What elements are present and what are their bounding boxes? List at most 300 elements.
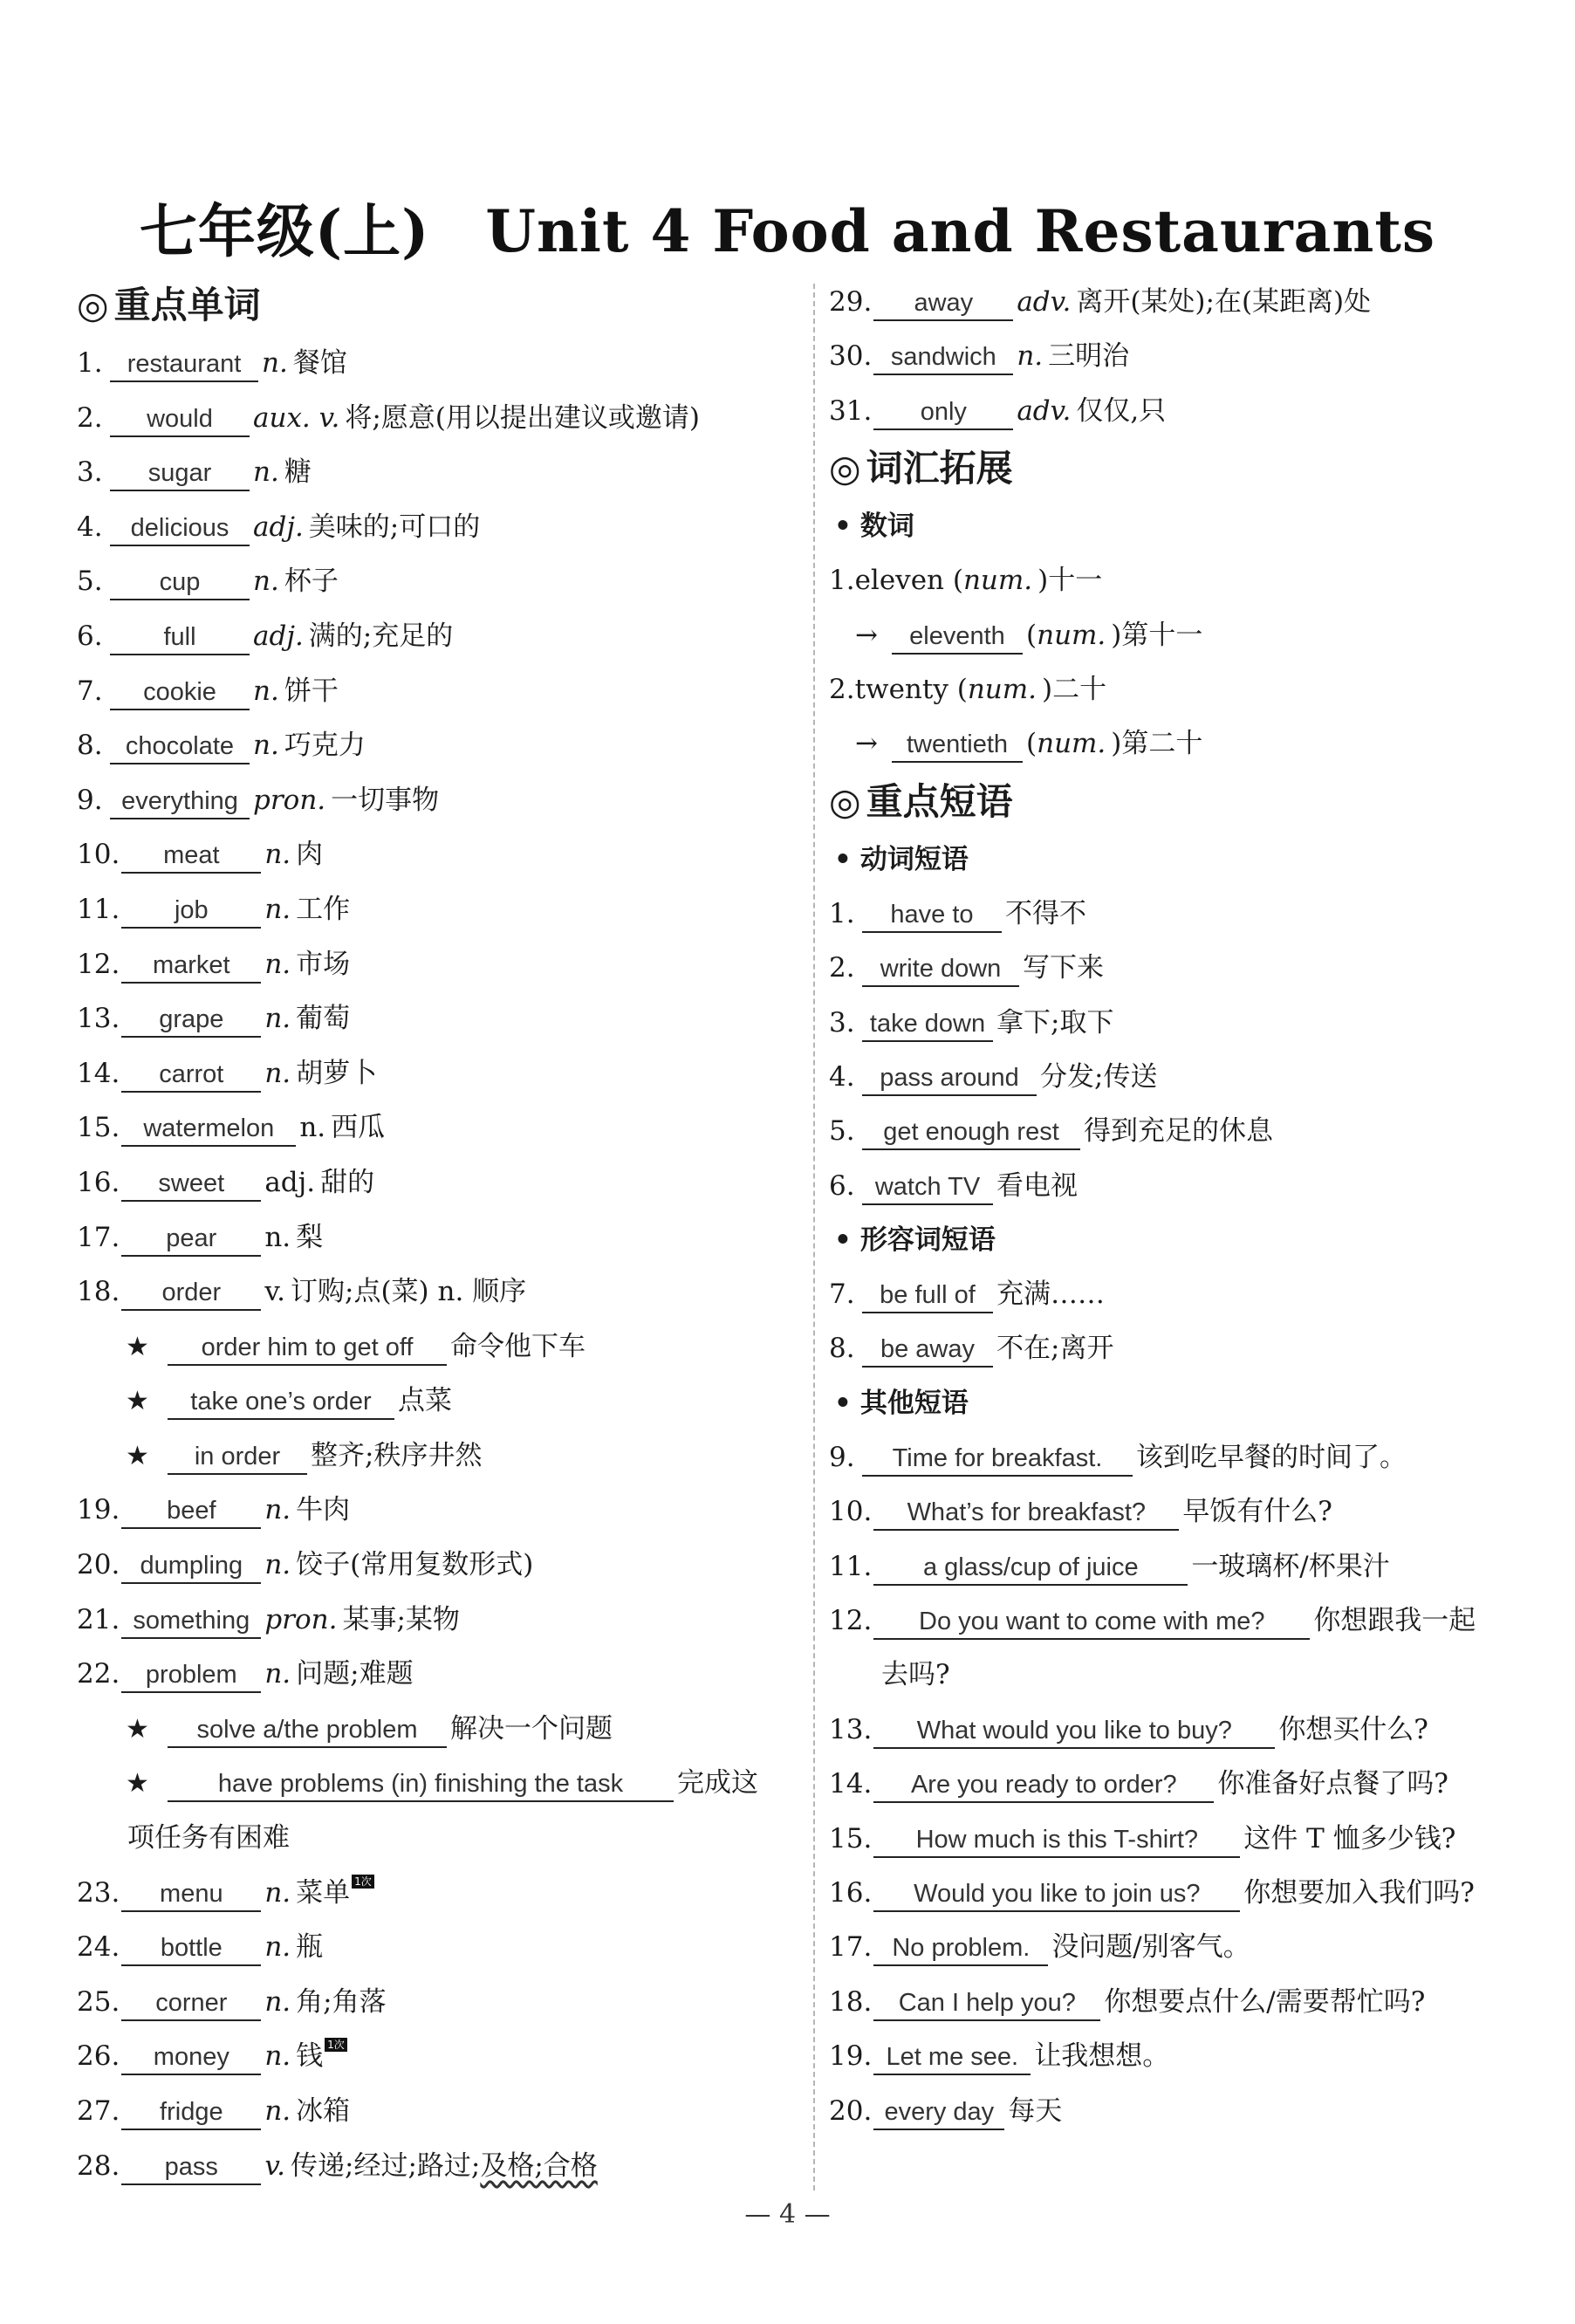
answer-blank: take one’s order xyxy=(168,1385,394,1420)
phrase-item xyxy=(829,1594,1544,1648)
answer-blank: in order xyxy=(168,1440,307,1475)
part-of-speech: n. xyxy=(253,730,279,762)
phrase-item xyxy=(829,1866,1544,1920)
bullet-icon: • xyxy=(834,511,852,543)
phrase-item xyxy=(829,1703,1544,1757)
heading-marker-icon: ◎ xyxy=(77,284,109,326)
star-icon: ★ xyxy=(126,1331,149,1362)
paren-open: ( xyxy=(1026,728,1037,760)
meaning: 让我想想。 xyxy=(1034,2040,1170,2073)
word-item xyxy=(77,336,801,391)
part-of-speech: n. xyxy=(253,566,279,598)
base-word: eleven ( xyxy=(854,565,963,597)
item-number: 2. xyxy=(829,952,855,984)
meaning: )二十 xyxy=(1042,673,1107,705)
word-item xyxy=(829,329,1544,383)
column-divider xyxy=(813,284,815,2190)
item-number: 16. xyxy=(77,1166,120,1198)
star-icon: ★ xyxy=(126,1440,149,1471)
item-number: 26. xyxy=(77,2040,120,2073)
item-number: 19. xyxy=(77,1494,120,1526)
answer-blank: a glass/cup of juice xyxy=(873,1551,1188,1586)
answer-blank: sandwich xyxy=(873,340,1013,375)
meaning: 角;角落 xyxy=(296,1985,387,2018)
answer-blank: restaurant xyxy=(110,347,258,382)
item-number: 15. xyxy=(829,1822,873,1854)
word-item xyxy=(77,500,801,555)
part-of-speech: adj. xyxy=(253,620,304,652)
bullet-icon: • xyxy=(834,843,852,875)
part-of-speech: n. xyxy=(264,1057,291,1089)
meaning: 瓶 xyxy=(296,1931,324,1964)
answer-blank: be away xyxy=(862,1333,993,1368)
meaning: 巧克力 xyxy=(284,730,366,762)
extension-item xyxy=(77,1320,801,1375)
meaning: 工作 xyxy=(296,893,351,925)
item-number: 3. xyxy=(77,456,103,489)
section-key-words xyxy=(77,275,801,336)
part-of-speech: pron. xyxy=(264,1603,338,1635)
meaning: 满的;充足的 xyxy=(308,620,454,652)
meaning: 将;愿意(用以提出建议或邀请) xyxy=(345,401,700,434)
meaning: 菜单 xyxy=(296,1876,351,1909)
vocab-base xyxy=(829,662,1544,716)
answer-blank: have problems (in) finishing the task xyxy=(168,1767,674,1802)
meaning: 胡萝卜 xyxy=(296,1057,378,1089)
word-item xyxy=(77,1483,801,1538)
item-number: 31. xyxy=(829,394,873,427)
part-of-speech: n. xyxy=(264,948,291,980)
meaning: 葡萄 xyxy=(296,1003,351,1035)
meaning: 糖 xyxy=(284,456,312,489)
answer-blank: What would you like to buy? xyxy=(873,1714,1275,1749)
answer-blank: Let me see. xyxy=(873,2040,1031,2075)
answer-blank: watch TV xyxy=(862,1170,993,1205)
answer-blank: write down xyxy=(862,952,1019,987)
item-number: 14. xyxy=(829,1768,873,1800)
word-item xyxy=(829,275,1544,329)
word-item xyxy=(77,2029,801,2084)
word-item xyxy=(77,1100,801,1155)
item-number: 2. xyxy=(77,401,103,434)
meaning: 拿下;取下 xyxy=(996,1006,1114,1039)
meaning: 不在;离开 xyxy=(996,1333,1114,1365)
word-item xyxy=(77,1265,801,1320)
heading-marker-icon: ◎ xyxy=(829,779,861,823)
meaning: 这件 T 恤多少钱? xyxy=(1243,1822,1456,1854)
answer-blank: Do you want to come with me? xyxy=(873,1605,1310,1640)
word-item xyxy=(77,1538,801,1593)
item-number: 7. xyxy=(829,1279,855,1311)
left-column xyxy=(77,275,801,2193)
item-number: 8. xyxy=(77,730,103,762)
phrase-item xyxy=(829,2029,1544,2083)
answer-blank: Can I help you? xyxy=(873,1986,1100,2021)
answer-blank: would xyxy=(110,402,250,437)
subheading xyxy=(829,1376,1544,1430)
meaning: 钱 xyxy=(296,2040,324,2073)
word-item xyxy=(77,1920,801,1975)
heading-text: 词汇拓展 xyxy=(866,447,1013,490)
title-en: Unit 4 Food and Restaurants xyxy=(485,197,1436,265)
item-number: 25. xyxy=(77,1985,120,2018)
answer-blank: What’s for breakfast? xyxy=(873,1496,1179,1531)
title-cn: 七年级(上) xyxy=(139,197,430,265)
subheading xyxy=(829,1213,1544,1267)
answer-blank: every day xyxy=(873,2095,1004,2130)
word-item xyxy=(77,609,801,664)
arrow-icon: → xyxy=(855,619,878,651)
word-item xyxy=(77,937,801,992)
part-of-speech: num. xyxy=(1037,728,1106,760)
answer-blank: job xyxy=(121,894,261,929)
meaning: 该到吃早餐的时间了。 xyxy=(1136,1441,1407,1473)
meaning: 分发;传送 xyxy=(1040,1060,1158,1093)
meaning: 肉 xyxy=(296,839,324,871)
answer-blank: Are you ready to order? xyxy=(873,1768,1214,1803)
meaning: 完成这 xyxy=(677,1767,758,1800)
part-of-speech: n. xyxy=(264,2040,291,2073)
part-of-speech: n. xyxy=(264,1876,291,1909)
meaning: 杯子 xyxy=(284,566,339,598)
item-number: 7. xyxy=(77,675,103,707)
item-number: 23. xyxy=(77,1876,120,1909)
answer-blank: solve a/the problem xyxy=(168,1713,447,1748)
answer-blank: Would you like to join us? xyxy=(873,1877,1240,1912)
item-number: 4. xyxy=(829,1060,855,1093)
answer-blank: cup xyxy=(110,566,250,600)
item-number: 3. xyxy=(829,1006,855,1039)
meaning: 早饭有什么? xyxy=(1182,1496,1332,1528)
meaning: 整齐;秩序井然 xyxy=(311,1439,483,1471)
answer-blank: away xyxy=(873,286,1013,321)
answer-blank: cookie xyxy=(110,675,250,710)
part-of-speech: pron. xyxy=(253,784,326,816)
meaning: 餐馆 xyxy=(292,347,347,379)
section-vocab-extension xyxy=(829,438,1544,499)
phrase-item xyxy=(829,1050,1544,1104)
answer-blank: chocolate xyxy=(110,730,250,764)
meaning: 问题;难题 xyxy=(296,1658,414,1690)
item-number: 21. xyxy=(77,1603,120,1635)
answer-blank: corner xyxy=(121,1986,261,2021)
word-item xyxy=(77,1046,801,1101)
answer-blank: have to xyxy=(862,898,1002,933)
heading-text: 重点单词 xyxy=(113,284,261,326)
extension-item xyxy=(77,1702,801,1757)
part-of-speech: v. xyxy=(264,2149,286,2182)
word-item xyxy=(77,1210,801,1265)
word-item xyxy=(77,882,801,937)
item-number: 15. xyxy=(77,1112,120,1144)
star-icon: ★ xyxy=(126,1768,149,1800)
meaning: )十一 xyxy=(1037,565,1103,597)
meaning: 看电视 xyxy=(996,1169,1078,1202)
answer-blank: pass around xyxy=(862,1061,1037,1096)
item-number: 27. xyxy=(77,2095,120,2127)
phrase-item xyxy=(829,1321,1544,1375)
part-of-speech: n. xyxy=(264,1494,291,1526)
answer-blank: full xyxy=(110,620,250,655)
part-of-speech: n. xyxy=(264,893,291,925)
answer-blank: be full of xyxy=(862,1279,993,1313)
word-item xyxy=(77,445,801,500)
phrase-item xyxy=(829,887,1544,941)
continuation-text: 去吗? xyxy=(881,1659,950,1691)
answer-blank: sugar xyxy=(110,456,250,491)
word-item xyxy=(77,1647,801,1702)
answer-blank: pear xyxy=(121,1222,261,1257)
item-number: 20. xyxy=(77,1549,120,1581)
item-number: 29. xyxy=(829,286,873,318)
meaning: 三明治 xyxy=(1048,340,1130,373)
item-number: 17. xyxy=(829,1931,873,1964)
word-item xyxy=(77,1155,801,1210)
phrase-item xyxy=(829,1539,1544,1594)
phrase-item xyxy=(829,1267,1544,1321)
meaning: 点菜 xyxy=(398,1385,452,1417)
item-number: 5. xyxy=(829,1115,855,1148)
subheading-text: 形容词短语 xyxy=(859,1224,996,1257)
phrase-item xyxy=(829,1812,1544,1866)
word-item xyxy=(77,391,801,446)
part-of-speech: n. xyxy=(264,1221,291,1253)
right-column xyxy=(829,275,1544,2138)
meaning: 甜的 xyxy=(320,1166,375,1198)
part-of-speech: n. xyxy=(264,1549,291,1581)
item-number: 16. xyxy=(829,1876,873,1909)
item-number: 2. xyxy=(829,673,855,705)
word-item xyxy=(77,2084,801,2139)
frequency-badge: 1次 xyxy=(352,1875,374,1889)
meaning: 不得不 xyxy=(1005,897,1086,929)
answer-blank: How much is this T-shirt? xyxy=(873,1823,1240,1858)
part-of-speech: n. xyxy=(264,1931,291,1964)
item-number: 10. xyxy=(77,839,120,871)
part-of-speech: n. xyxy=(1017,340,1044,373)
item-number: 14. xyxy=(77,1057,120,1089)
part-of-speech: adv. xyxy=(1017,286,1072,318)
meaning: 一玻璃杯/杯果汁 xyxy=(1191,1550,1390,1582)
answer-blank: delicious xyxy=(110,511,250,546)
item-number: 19. xyxy=(829,2040,873,2073)
answer-blank: dumpling xyxy=(121,1549,261,1584)
base-word: twenty ( xyxy=(854,673,968,705)
meaning: 解决一个问题 xyxy=(450,1712,613,1745)
answer-blank: order xyxy=(121,1276,261,1311)
arrow-icon: → xyxy=(855,728,878,760)
meaning: 你想要点什么/需要帮忙吗? xyxy=(1104,1985,1426,2018)
item-number: 10. xyxy=(829,1496,873,1528)
part-of-speech: n. xyxy=(253,456,279,489)
part-of-speech: adj. xyxy=(253,511,304,543)
subheading-text: 其他短语 xyxy=(859,1387,969,1419)
meaning-emphasis: 及格;合格 xyxy=(480,2149,598,2182)
meaning: 充满…… xyxy=(996,1279,1105,1311)
star-icon: ★ xyxy=(126,1386,149,1417)
part-of-speech: n. xyxy=(264,1003,291,1035)
item-number: 6. xyxy=(77,620,103,652)
part-of-speech: n. xyxy=(299,1112,326,1144)
meaning: 每天 xyxy=(1008,2094,1063,2127)
meaning: 没问题/别客气。 xyxy=(1051,1931,1250,1964)
item-number: 6. xyxy=(829,1169,855,1202)
phrase-item xyxy=(829,1757,1544,1811)
item-number: 11. xyxy=(77,893,120,925)
word-item xyxy=(77,1593,801,1648)
subheading xyxy=(829,499,1544,553)
item-number: 1. xyxy=(829,565,855,597)
subheading xyxy=(829,833,1544,887)
vocab-base xyxy=(829,553,1544,607)
item-number: 13. xyxy=(77,1003,120,1035)
answer-blank: watermelon xyxy=(121,1112,296,1147)
phrase-item xyxy=(829,1159,1544,1213)
item-number: 18. xyxy=(77,1276,120,1308)
word-item xyxy=(77,773,801,828)
extension-item xyxy=(77,1756,801,1811)
answer-blank: something xyxy=(121,1604,261,1639)
part-of-speech: v. xyxy=(264,1276,286,1308)
meaning: 订购;点(菜) n. 顺序 xyxy=(291,1276,527,1308)
meaning: 命令他下车 xyxy=(450,1330,585,1362)
answer-blank: everything xyxy=(110,785,250,819)
word-item xyxy=(77,1975,801,2030)
part-of-speech: n. xyxy=(262,347,288,379)
item-number: 18. xyxy=(829,1985,873,2018)
meaning: 你想跟我一起 xyxy=(1313,1605,1476,1637)
item-number: 17. xyxy=(77,1221,120,1253)
part-of-speech: num. xyxy=(967,673,1037,705)
meaning: 饼干 xyxy=(284,675,339,707)
answer-blank: menu xyxy=(121,1877,261,1912)
phrase-item xyxy=(829,941,1544,995)
answer-blank: order him to get off xyxy=(168,1331,447,1366)
phrase-item xyxy=(829,1430,1544,1484)
meaning: 你准备好点餐了吗? xyxy=(1217,1768,1448,1800)
heading-marker-icon: ◎ xyxy=(829,447,861,490)
item-number: 12. xyxy=(829,1605,873,1637)
part-of-speech: n. xyxy=(253,675,279,707)
bullet-icon: • xyxy=(834,1387,852,1419)
part-of-speech: adv. xyxy=(1017,394,1072,427)
meaning: 冰箱 xyxy=(296,2095,351,2127)
item-number: 24. xyxy=(77,1931,120,1964)
meaning: 仅仅,只 xyxy=(1076,394,1167,427)
part-of-speech: n. xyxy=(264,2095,291,2127)
answer-blank: twentieth xyxy=(892,728,1023,763)
phrase-item xyxy=(829,1920,1544,1974)
meaning: 得到充足的休息 xyxy=(1084,1115,1273,1148)
vocab-derived xyxy=(829,716,1544,771)
item-number: 8. xyxy=(829,1333,855,1365)
answer-blank: take down xyxy=(862,1007,993,1042)
page-title xyxy=(0,185,1575,268)
answer-blank: pass xyxy=(121,2150,261,2185)
meaning: 你想买什么? xyxy=(1278,1713,1428,1745)
phrase-item xyxy=(829,996,1544,1050)
item-number: 5. xyxy=(77,566,103,598)
phrase-item xyxy=(829,2084,1544,2138)
item-number: 9. xyxy=(829,1441,855,1473)
answer-blank: fridge xyxy=(121,2095,261,2130)
meaning: 美味的;可口的 xyxy=(308,511,481,543)
word-item xyxy=(77,1866,801,1921)
item-number: 28. xyxy=(77,2149,120,2182)
meaning: 牛肉 xyxy=(296,1494,351,1526)
part-of-speech: n. xyxy=(264,1658,291,1690)
extension-item xyxy=(77,1374,801,1429)
answer-blank: Time for breakfast. xyxy=(862,1442,1133,1477)
subheading-text: 数词 xyxy=(859,511,914,543)
continuation-text: 项任务有困难 xyxy=(127,1822,290,1854)
star-icon: ★ xyxy=(126,1713,149,1745)
meaning: )第二十 xyxy=(1111,728,1203,760)
part-of-speech: num. xyxy=(1037,619,1106,651)
answer-blank: beef xyxy=(121,1494,261,1529)
item-number: 4. xyxy=(77,511,103,543)
part-of-speech: n. xyxy=(264,839,291,871)
meaning: 梨 xyxy=(296,1221,324,1253)
word-item xyxy=(77,718,801,773)
answer-blank: grape xyxy=(121,1003,261,1038)
item-number: 20. xyxy=(829,2094,873,2127)
phrase-item xyxy=(829,1975,1544,2029)
extension-item xyxy=(77,1429,801,1484)
item-number: 12. xyxy=(77,948,120,980)
answer-blank: market xyxy=(121,949,261,984)
answer-blank: meat xyxy=(121,839,261,874)
item-number: 9. xyxy=(77,784,103,816)
word-item xyxy=(77,554,801,609)
answer-blank: bottle xyxy=(121,1931,261,1966)
page-number: — 4 — xyxy=(744,2199,831,2230)
meaning: 离开(某处);在(某距离)处 xyxy=(1076,286,1372,318)
paren-open: ( xyxy=(1026,619,1037,651)
item-number: 11. xyxy=(829,1550,873,1582)
word-item xyxy=(77,2139,801,2194)
item-number: 1. xyxy=(829,897,855,929)
answer-blank: only xyxy=(873,395,1013,430)
subheading-text: 动词短语 xyxy=(859,843,969,875)
frequency-badge: 1次 xyxy=(325,2038,347,2052)
word-item xyxy=(829,384,1544,438)
meaning: 写下来 xyxy=(1023,952,1104,984)
part-of-speech: aux. v. xyxy=(253,401,340,434)
part-of-speech: num. xyxy=(962,565,1033,597)
answer-blank: sweet xyxy=(121,1167,261,1202)
answer-blank: No problem. xyxy=(873,1931,1048,1966)
meaning: 传递;经过;路过; xyxy=(291,2149,481,2182)
meaning: )第十一 xyxy=(1111,619,1203,651)
bullet-icon: • xyxy=(834,1224,852,1257)
answer-blank: money xyxy=(121,2040,261,2075)
item-number: 30. xyxy=(829,340,873,373)
word-item xyxy=(77,991,801,1046)
section-key-phrases xyxy=(829,771,1544,833)
part-of-speech: adj. xyxy=(264,1166,316,1198)
phrase-item xyxy=(829,1104,1544,1158)
heading-text: 重点短语 xyxy=(866,779,1013,823)
answer-blank: problem xyxy=(121,1658,261,1693)
meaning: 你想要加入我们吗? xyxy=(1243,1876,1475,1909)
meaning: 一切事物 xyxy=(331,784,440,816)
meaning: 某事;某物 xyxy=(342,1603,460,1635)
meaning: 西瓜 xyxy=(331,1112,386,1144)
meaning: 饺子(常用复数形式) xyxy=(296,1549,534,1581)
item-number: 22. xyxy=(77,1658,120,1690)
word-item xyxy=(77,664,801,719)
